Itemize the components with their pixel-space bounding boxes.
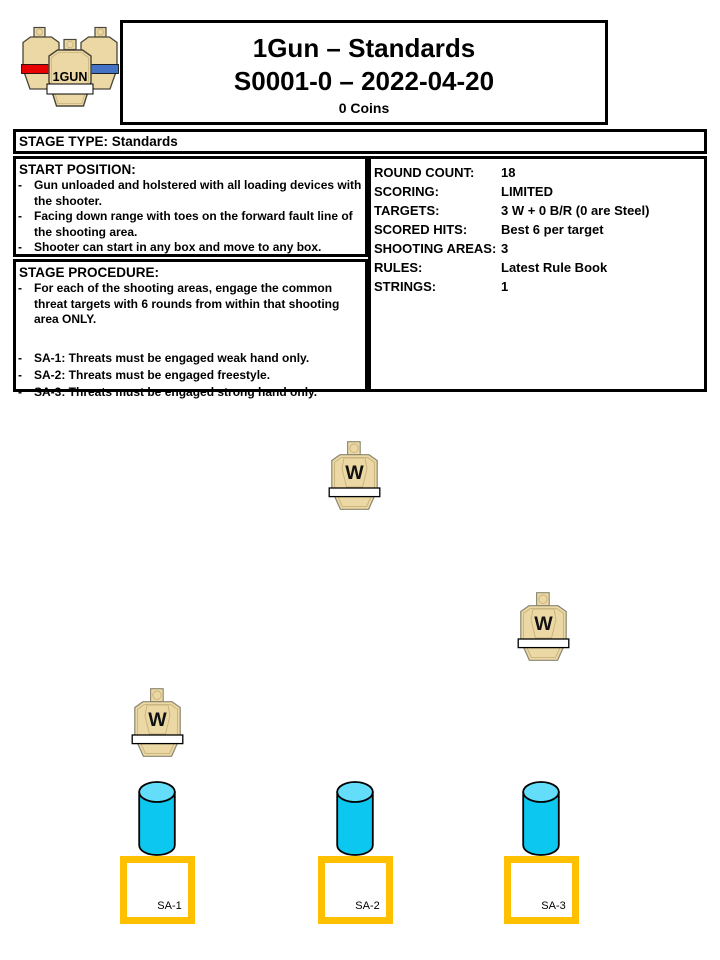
bullet-dash: - — [18, 240, 22, 254]
bullet-dash: - — [18, 350, 22, 365]
bullet-dash: - — [18, 209, 22, 223]
info-row-shooting-areas: SHOOTING AREAS: 3 — [374, 241, 509, 256]
target-letter: W — [148, 709, 167, 731]
stage-type-bar — [13, 129, 707, 154]
shooting-area-label: SA-2 — [355, 900, 380, 912]
stage-id-date: S0001-0 – 2022-04-20 — [233, 66, 495, 96]
info-row-targets: TARGETS: 3 W + 0 B/R (0 are Steel) — [374, 203, 650, 218]
stage-type-label: STAGE TYPE: — [19, 134, 109, 149]
threat-target-3 — [134, 688, 181, 757]
barrel-3 — [522, 781, 560, 856]
stage-procedure-sa-item: - SA-1: Threats must be engaged weak hand only. — [18, 350, 310, 365]
target-letter: W — [345, 462, 364, 484]
barrel-2 — [336, 781, 374, 856]
info-row-round-count: ROUND COUNT: 18 — [374, 165, 516, 180]
stage-info-box — [368, 156, 707, 392]
info-row-scored-hits: SCORED HITS: Best 6 per target — [374, 222, 604, 237]
shooting-area-sa-3 — [504, 856, 579, 924]
bullet-dash: - — [18, 281, 22, 295]
stage-procedure-sa-item: - SA-2: Threats must be engaged freestyle. — [18, 367, 271, 382]
procedure-spacer — [16, 328, 365, 350]
shooting-area-sa-1 — [120, 856, 195, 924]
bullet-dash: - — [18, 384, 22, 399]
threat-target-1 — [331, 441, 378, 510]
info-row-scoring: SCORING: LIMITED — [374, 184, 553, 199]
logo-white-band — [47, 84, 93, 94]
info-row-rules: RULES: Latest Rule Book — [374, 260, 608, 275]
bullet-dash: - — [18, 367, 22, 382]
info-row-strings: STRINGS: 1 — [374, 279, 509, 294]
stage-procedure-sa-item: - SA-3: Threats must be engaged strong hand only. — [18, 384, 318, 399]
start-position-heading: START POSITION: — [19, 162, 136, 177]
start-position-item: - Gun unloaded and holstered with all loading devices with the shooter. — [18, 178, 362, 208]
shooting-area-label: SA-3 — [541, 900, 566, 912]
title-box — [120, 20, 608, 125]
target-white-band — [518, 639, 569, 648]
threat-target-2 — [520, 592, 567, 661]
stage-title: 1Gun – Standards — [252, 33, 476, 63]
stage-procedure-box — [13, 259, 368, 399]
stage-type-value: Standards — [111, 134, 178, 149]
shooting-area-label: SA-1 — [157, 900, 182, 912]
target-white-band — [132, 735, 183, 744]
shooting-area-sa-2 — [318, 856, 393, 924]
start-position-item: - Facing down range with toes on the forward fault line of the shooting area. — [18, 209, 353, 239]
barrel-1 — [138, 781, 176, 856]
target-white-band — [329, 488, 380, 497]
start-position-box — [13, 156, 368, 257]
coins-label: 0 Coins — [338, 100, 390, 116]
target-letter: W — [534, 613, 553, 635]
stage-procedure-heading: STAGE PROCEDURE: — [19, 265, 160, 280]
stage-procedure-item: - For each of the shooting areas, engage the common threat targets with 6 rounds from within that shooting area ONLY. — [18, 281, 340, 326]
logo-text: 1GUN — [52, 70, 88, 84]
start-position-item: - Shooter can start in any box and move to any box. — [18, 240, 322, 254]
1gun-logo — [22, 25, 118, 113]
bullet-dash: - — [18, 178, 22, 192]
